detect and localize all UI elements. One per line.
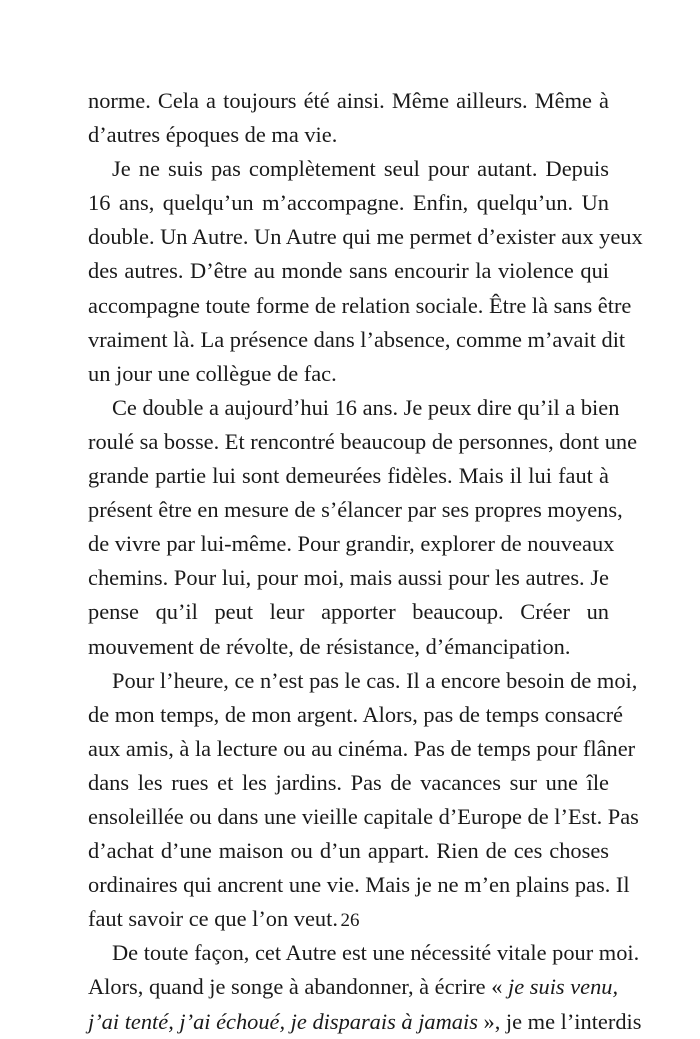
text-line: d’autres époques de ma vie. [88, 122, 338, 148]
text-line: pense qu’il peut leur apporter beaucoup. Créer un [88, 599, 609, 625]
text-line [88, 970, 619, 1004]
text-line: norme. Cela a toujours été ainsi. Même ailleurs. Même à [88, 88, 609, 113]
italic-quote: j’ai tenté, j’ai échoué, je disparais à jamais [88, 1008, 478, 1034]
text-line: dans les rues et les jardins. Pas de vacances sur une île [88, 769, 609, 795]
text-line: vraiment là. La présence dans l’absence, comme m’avait dit [88, 326, 626, 352]
text-line: chemins. Pour lui, pour moi, mais aussi pour les autres. Je [88, 565, 609, 591]
page-number: 26 [340, 910, 360, 931]
text-line: de mon temps, de mon argent. Alors, pas de temps consacré [88, 701, 623, 727]
text-line: accompagne toute forme de relation sociale. Être là sans être [88, 292, 632, 318]
italic-quote: je suis venu, [508, 974, 619, 1000]
text-line: double. Un Autre. Un Autre qui me permet d’exister aux yeux [88, 224, 643, 250]
text-fragment: Alors, quand je songe à abandonner, à écrire « [88, 974, 503, 1000]
text-line [88, 1005, 642, 1039]
text-line: des autres. D’être au monde sans encourir la violence qui [88, 258, 609, 284]
page-body [88, 84, 643, 1039]
text-line: Je ne suis pas complètement seul pour autant. Depuis [112, 156, 609, 182]
text-line: grande partie lui sont demeurées fidèles. Mais il lui faut à [88, 463, 609, 489]
text-line: 16 ans, quelqu’un m’accompagne. Enfin, quelqu’un. Un [88, 190, 609, 216]
text-line: présent être en mesure de s’élancer par ses propres moyens, [88, 497, 623, 523]
text-line: aux amis, à la lecture ou au cinéma. Pas de temps pour flâner [88, 735, 636, 761]
text-line: Ce double a aujourd’hui 16 ans. Je peux dire qu’il a bien [112, 394, 620, 420]
text-line: d’achat d’une maison ou d’un appart. Rien de ces choses [88, 838, 609, 864]
text-line: faut savoir ce que l’on veut. [88, 906, 338, 932]
text-line: roulé sa bosse. Et rencontré beaucoup de personnes, dont une [88, 428, 638, 454]
text-line: ordinaires qui ancrent une vie. Mais je ne m’en plains pas. Il [88, 872, 630, 898]
text-line: mouvement de révolte, de résistance, d’émancipation. [88, 633, 571, 659]
text-line: Pour l’heure, ce n’est pas le cas. Il a encore besoin de moi, [112, 667, 638, 693]
text-fragment: », je me l’interdis [477, 1008, 642, 1034]
text-line: ensoleillée ou dans une vieille capitale d’Europe de l’Est. Pas [88, 803, 639, 829]
text-line: un jour une collègue de fac. [88, 360, 337, 386]
text-line: de vivre par lui-même. Pour grandir, explorer de nouveaux [88, 531, 615, 557]
text-line: De toute façon, cet Autre est une nécessité vitale pour moi. [112, 940, 640, 966]
